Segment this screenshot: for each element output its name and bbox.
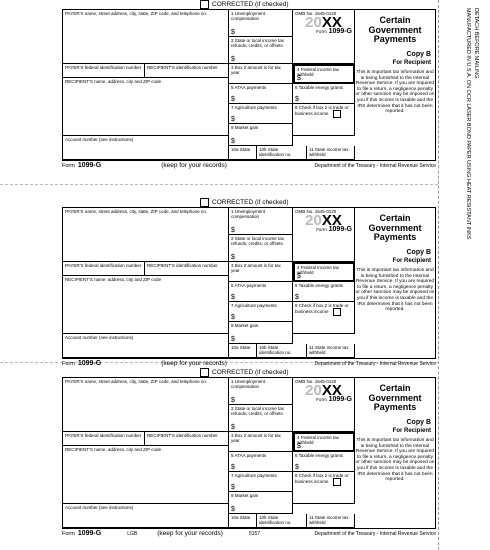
- payer-name-box[interactable]: PAYER'S name, street address, city, state, ZIP code, and telephone no.: [63, 10, 229, 64]
- form-copy-2: [62, 198, 436, 374]
- recipient-address[interactable]: RECIPIENT'S name, address, city and ZIP code: [63, 78, 229, 136]
- recipient-tin[interactable]: RECIPIENT'S identification number: [145, 64, 229, 78]
- box5-ataa[interactable]: 5 ATAA payments $: [229, 84, 293, 104]
- account-number[interactable]: Account number (see instructions): [63, 504, 229, 528]
- copy-label: Copy B For Recipient: [392, 51, 431, 66]
- corrected-label: CORRECTED (if checked): [212, 199, 289, 206]
- form-title: Certain Government Payments: [368, 15, 422, 44]
- box5-ataa[interactable]: 5 ATAA payments $: [229, 282, 293, 302]
- box2-state-refunds[interactable]: 2 State or local income tax refunds, credits, or offsets $: [229, 37, 293, 64]
- box8-trade[interactable]: 8 Check if box 2 is trade or business income: [293, 472, 355, 504]
- form-footer: Form 1099-G LGB (keep for your records) 5157 Department of the Treasury - Internal Revenue Service: [62, 530, 436, 537]
- corrected-checkbox[interactable]: [200, 198, 209, 207]
- corrected-label: CORRECTED (if checked): [212, 1, 289, 8]
- form-grid: [62, 377, 436, 529]
- box8-checkbox[interactable]: [333, 478, 341, 486]
- recipient-tin[interactable]: RECIPIENT'S identification number: [145, 262, 229, 276]
- box5-ataa[interactable]: 5 ATAA payments $: [229, 452, 293, 472]
- form-title: Certain Government Payments: [368, 213, 422, 242]
- box11-state-withheld[interactable]: 11 State income tax withheld: [307, 146, 355, 160]
- copy-label: Copy B For Recipient: [392, 249, 431, 264]
- box10b-state-id[interactable]: 10b State identification no.: [257, 146, 307, 160]
- year-box: OMB No. 1545-0120 20XX Form 1099-G: [293, 378, 355, 432]
- box6-energy[interactable]: 6 Taxable energy grants $: [293, 282, 355, 302]
- box2-state-refunds[interactable]: 2 State or local income tax refunds, credits, or offsets $: [229, 235, 293, 262]
- form-footer: Form 1099-G (keep for your records) Department of the Treasury - Internal Revenue Service: [62, 360, 436, 367]
- box1-unemployment[interactable]: 1 Unemployment compensation $: [229, 378, 293, 405]
- recipient-address[interactable]: RECIPIENT'S name, address, city and ZIP code: [63, 446, 229, 504]
- box10b-state-id[interactable]: 10b State identification no.: [257, 514, 307, 528]
- form-footer: Form 1099-G (keep for your records) Department of the Treasury - Internal Revenue Service: [62, 162, 436, 169]
- box11-state-withheld[interactable]: 11 State income tax withheld: [307, 514, 355, 528]
- copy-label: Copy B For Recipient: [392, 419, 431, 434]
- box9-market-gain[interactable]: 9 Market gain $: [229, 322, 293, 344]
- box8-trade[interactable]: 8 Check if box 2 is trade or business income: [293, 104, 355, 136]
- payer-tin[interactable]: PAYER'S federal identification number: [63, 262, 145, 276]
- payer-name-box[interactable]: PAYER'S name, street address, city, state, ZIP code, and telephone no.: [63, 378, 229, 432]
- box10a-state[interactable]: 10a State: [229, 146, 257, 160]
- box9-market-gain[interactable]: 9 Market gain $: [229, 492, 293, 514]
- account-number[interactable]: Account number (see instructions): [63, 136, 229, 160]
- manufactured-text: MANUFACTURED IN U.S.A. ON OCR LASER BOND PAPER USING HEAT RESISTANT INKS: [465, 8, 471, 240]
- box10a-state[interactable]: 10a State: [229, 344, 257, 358]
- box6-energy[interactable]: 6 Taxable energy grants $: [293, 84, 355, 104]
- form-copy-3: [62, 368, 436, 544]
- year-box: OMB No. 1545-0120 20XX Form 1099-G: [293, 208, 355, 262]
- box3-tax-year[interactable]: 3 Box 2 amount is for tax year: [229, 64, 293, 84]
- perforation-1: [0, 184, 438, 185]
- box1-unemployment[interactable]: 1 Unemployment compensation $: [229, 208, 293, 235]
- detach-text: DETACH BEFORE MAILING: [473, 8, 479, 79]
- corrected-indicator: [200, 0, 289, 9]
- year-box: OMB No. 1545-0120 20XX Form 1099-G: [293, 10, 355, 64]
- box10a-state[interactable]: 10a State: [229, 514, 257, 528]
- box7-agriculture[interactable]: 7 Agriculture payments $: [229, 302, 293, 322]
- form-copy-1: [62, 0, 436, 176]
- box4-fed-withheld[interactable]: 4 Federal income tax withheld $: [293, 64, 355, 84]
- notice-text: This is important tax information and is being furnished to the Internal Revenue Service. If you are required to file a return, a negligence penalty or other sanction may be imposed on you if this income is taxable and the IRS determines that it has not been reported.: [355, 268, 435, 313]
- box7-agriculture[interactable]: 7 Agriculture payments $: [229, 104, 293, 124]
- form-grid: [62, 207, 436, 359]
- footer-code-right: 5157: [248, 530, 261, 537]
- account-number[interactable]: Account number (see instructions): [63, 334, 229, 358]
- box4-fed-withheld[interactable]: 4 Federal income tax withheld $: [293, 432, 355, 452]
- side-print: [440, 8, 480, 248]
- box2-state-refunds[interactable]: 2 State or local income tax refunds, credits, or offsets $: [229, 405, 293, 432]
- payer-tin[interactable]: PAYER'S federal identification number: [63, 432, 145, 446]
- form-grid: [62, 9, 436, 161]
- corrected-checkbox[interactable]: [200, 368, 209, 377]
- box10b-state-id[interactable]: 10b State identification no.: [257, 344, 307, 358]
- box11-state-withheld[interactable]: 11 State income tax withheld: [307, 344, 355, 358]
- box3-tax-year[interactable]: 3 Box 2 amount is for tax year: [229, 432, 293, 452]
- notice-text: This is important tax information and is being furnished to the Internal Revenue Service. If you are required to file a return, a negligence penalty or other sanction may be imposed on you if this income is taxable and the IRS determines that it has not been reported.: [355, 438, 435, 483]
- corrected-indicator: [200, 198, 289, 207]
- corrected-indicator: [200, 368, 289, 377]
- notice-text: This is important tax information and is being furnished to the Internal Revenue Service. If you are required to file a return, a negligence penalty or other sanction may be imposed on you if this income is taxable and the IRS determines that it has not been reported.: [355, 70, 435, 115]
- payer-name-box[interactable]: PAYER'S name, street address, city, state, ZIP code, and telephone no.: [63, 208, 229, 262]
- payer-tin[interactable]: PAYER'S federal identification number: [63, 64, 145, 78]
- box7-agriculture[interactable]: 7 Agriculture payments $: [229, 472, 293, 492]
- footer-code-left: LGB: [127, 530, 138, 537]
- corrected-label: CORRECTED (if checked): [212, 369, 289, 376]
- box8-checkbox[interactable]: [333, 110, 341, 118]
- box8-checkbox[interactable]: [333, 308, 341, 316]
- box3-tax-year[interactable]: 3 Box 2 amount is for tax year: [229, 262, 293, 282]
- box6-energy[interactable]: 6 Taxable energy grants $: [293, 452, 355, 472]
- box9-market-gain[interactable]: 9 Market gain $: [229, 124, 293, 146]
- form-title: Certain Government Payments: [368, 383, 422, 412]
- recipient-tin[interactable]: RECIPIENT'S identification number: [145, 432, 229, 446]
- corrected-checkbox[interactable]: [200, 0, 209, 9]
- recipient-address[interactable]: RECIPIENT'S name, address, city and ZIP code: [63, 276, 229, 334]
- box4-fed-withheld[interactable]: 4 Federal income tax withheld $: [293, 262, 355, 282]
- box8-trade[interactable]: 8 Check if box 2 is trade or business income: [293, 302, 355, 334]
- vertical-perforation: [438, 0, 439, 550]
- box1-unemployment[interactable]: 1 Unemployment compensation $: [229, 10, 293, 37]
